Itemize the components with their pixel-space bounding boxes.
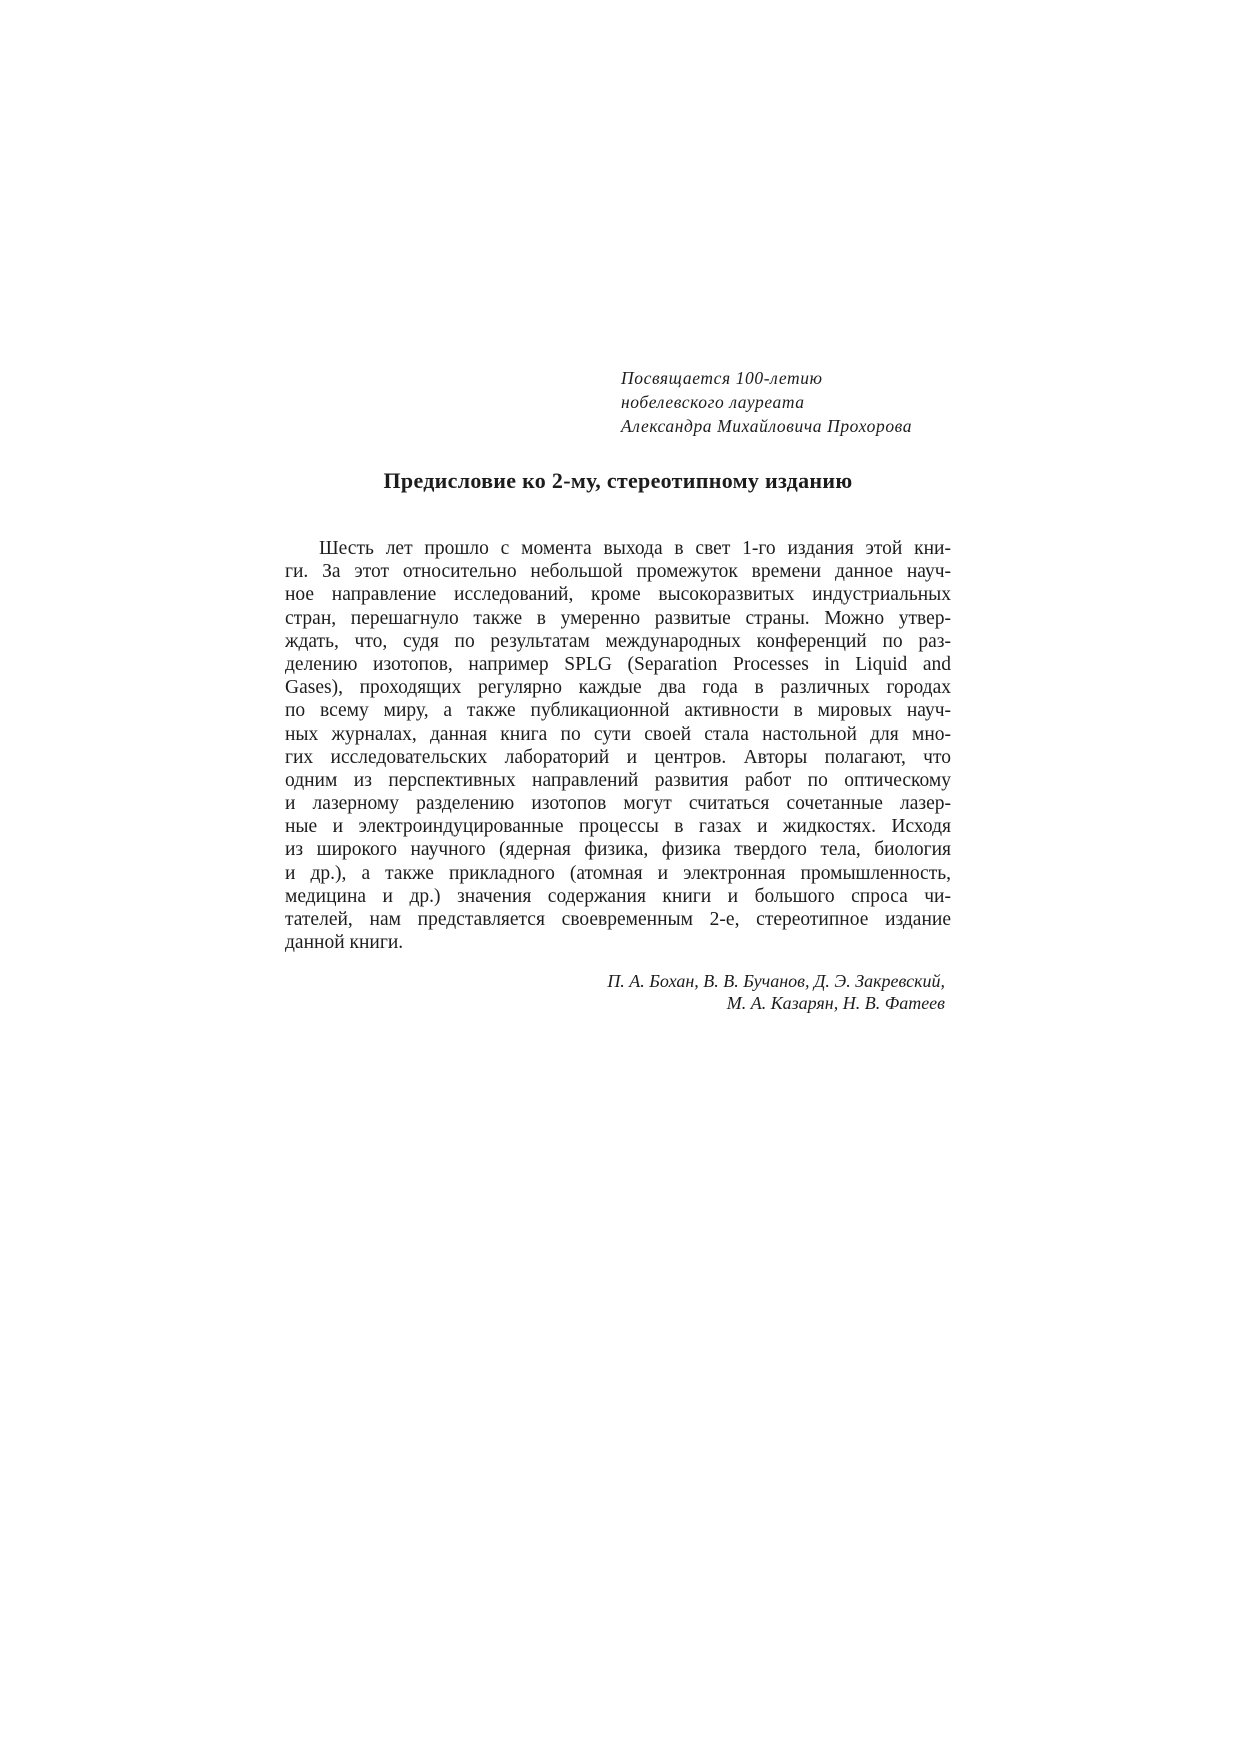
signature-line: М. А. Казарян, Н. В. Фатеев <box>726 993 945 1013</box>
dedication-line: нобелевского лауреата <box>621 392 805 412</box>
signature-line: П. А. Бохан, В. В. Бучанов, Д. Э. Закревский, <box>607 971 945 991</box>
body-line: делению изотопов, например SPLG (Separation Processes in Liquid and <box>285 653 951 675</box>
dedication-line: Посвящается 100-летию <box>621 368 823 388</box>
preface-heading: Предисловие ко 2-му, стереотипному изданию <box>383 468 853 493</box>
body-line: и др.), а также прикладного (атомная и электронная промышленность, <box>285 862 951 884</box>
body-line: медицина и др.) значения содержания книги и большого спроса чи- <box>285 885 951 907</box>
body-line: тателей, нам представляется своевременным 2-е, стереотипное издание <box>285 909 951 930</box>
body-line: данной книги. <box>285 932 404 954</box>
body-line: стран, перешагнуло также в умеренно развитые страны. Можно утвер- <box>285 607 951 629</box>
body-line: ги. За этот относительно небольшой промежуток времени данное науч- <box>285 561 951 583</box>
body-line: из широкого научного (ядерная физика, физика твердого тела, биология <box>285 839 951 861</box>
body-line: ное направление исследований, кроме высокоразвитых индустриальных <box>285 584 951 606</box>
authors-signature <box>285 970 945 1014</box>
dedication <box>621 366 1001 438</box>
body-line: гих исследовательских лабораторий и центров. Авторы полагают, что <box>285 746 951 768</box>
body-line: ждать, что, судя по результатам международных конференций по раз- <box>285 630 951 652</box>
body-line: и лазерному разделению изотопов могут считаться сочетанные лазер- <box>285 793 951 815</box>
dedication-line: Александра Михайловича Прохорова <box>621 416 913 436</box>
body-line: одним из перспективных направлений развития работ по оптическому <box>285 769 951 791</box>
body-line: Шесть лет прошло с момента выхода в свет 1-го издания этой кни- <box>319 538 951 559</box>
body-line: по всему миру, а также публикационной активности в мировых науч- <box>285 700 951 722</box>
preface-body <box>285 537 951 954</box>
body-line: ные и электроиндуцированные процессы в газах и жидкостях. Исходя <box>285 816 951 838</box>
body-line: ных журналах, данная книга по сути своей стала настольной для мно- <box>285 723 951 745</box>
body-line: Gases), проходящих регулярно каждые два года в различных городах <box>285 677 951 699</box>
